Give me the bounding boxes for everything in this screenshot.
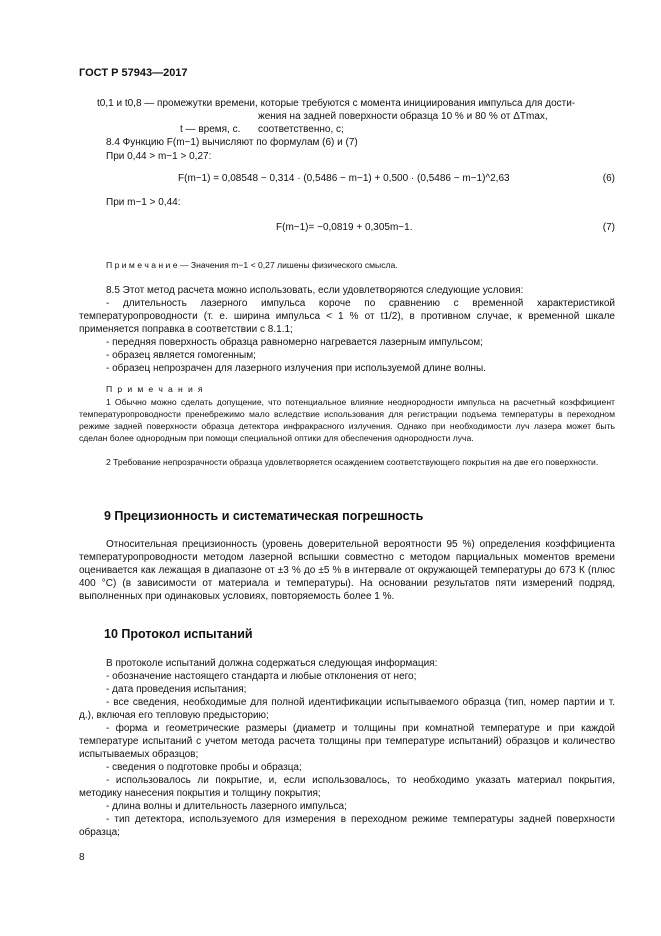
document-header: ГОСТ Р 57943—2017 bbox=[79, 67, 188, 79]
page-number: 8 bbox=[79, 852, 85, 863]
section-9-paragraph: Относительная прецизионность (уровень доверительной вероятности 95 %) определения коэффициента температуропроводности методом лазерной вспышки совместно с методом парциальных моментов времени оценивается как лежащая в диапазоне от ±3 % до ±5 % в интервале от окружающей температуры до 673 К (плюс 400 °С) (в зависимости от материала и температуры). На основании результатов пяти измерений подряд, выполненных при одинаковых условиях, повторяемость более 1 %. bbox=[79, 539, 615, 602]
report-item-1: - обозначение настоящего стандарта и любые отклонения от него; bbox=[106, 671, 417, 682]
note-1: 1 Обычно можно сделать допущение, что потенциальное влияние неоднородности импульса на расчетный коэффициент температуропроводности пренебрежимо мало вследствие использования для регистрации подъема температуры в переходном режиме задней поверхности образца детектора инфракрасного излучения. Однако при необходимости луч лазера может быть сделан более однородным при помощи специальной оптики для обеспечения однородности луча. bbox=[79, 397, 615, 443]
report-item-7: - длина волны и длительность лазерного импульса; bbox=[106, 801, 347, 812]
section-9-title: 9 Прецизионность и систематическая погрешность bbox=[104, 509, 424, 523]
definition-t01-t08 bbox=[97, 97, 615, 110]
condition-1: При 0,44 > m−1 > 0,27: bbox=[106, 151, 212, 162]
section-10-intro: В протоколе испытаний должна содержаться следующая информация: bbox=[106, 658, 438, 669]
formula-7-number: (7) bbox=[602, 222, 615, 233]
formula-6 bbox=[178, 172, 615, 186]
formula-6-expression: F(m−1) = 0,08548 − 0,314 · (0,5486 − m−1) + 0,500 · (0,5486 − m−1)^2,63 bbox=[178, 173, 510, 184]
section-8-5-intro: 8.5 Этот метод расчета можно использовать, если удовлетворяются следующие условия: bbox=[106, 285, 524, 296]
section-8-4-intro: 8.4 Функцию F(m−1) вычисляют по формулам (6) и (7) bbox=[106, 137, 358, 148]
report-item-4: - форма и геометрические размеры (диаметр и толщины при комнатной температуре и при каждой температуре испытаний с учетом метода расчета толщины при температуре испытаний) образцов и количество испытываемых образцов; bbox=[79, 723, 615, 760]
definition-t: t — время, с. bbox=[180, 124, 241, 135]
notes-title: П р и м е ч а н и я bbox=[106, 384, 204, 394]
definition-t01-line2: жения на задней поверхности образца 10 % и 80 % от ΔTmax, соответственно, с; bbox=[258, 111, 548, 135]
report-item-5: - сведения о подготовке пробы и образца; bbox=[106, 762, 302, 773]
formula-6-number: (6) bbox=[602, 173, 615, 184]
condition-2: При m−1 > 0,44: bbox=[106, 197, 181, 208]
report-item-2: - дата проведения испытания; bbox=[106, 684, 247, 695]
report-item-8: - тип детектора, используемого для измерения в переходном режиме температуры задней поверхности образца; bbox=[79, 814, 615, 838]
condition-list-item-2: - передняя поверхность образца равномерно нагревается лазерным импульсом; bbox=[106, 337, 483, 348]
report-item-3: - все сведения, необходимые для полной идентификации испытываемого образца (тип, номер партии и т. д.), включая его тепловую предысторию; bbox=[79, 697, 615, 721]
section-10-title: 10 Протокол испытаний bbox=[104, 627, 253, 641]
condition-list-item-4: - образец непрозрачен для лазерного излучения при используемой длине волны. bbox=[106, 363, 487, 374]
condition-list-item-3: - образец является гомогенным; bbox=[106, 350, 256, 361]
definition-t01-line1: t0,1 и t0,8 — промежутки времени, которые требуются с момента инициирования импульса для дости- bbox=[97, 98, 576, 109]
condition-list-item-1: - длительность лазерного импульса короче по сравнению с временной характеристикой температуропроводности (т. е. ширина импульса < 1 % от t1/2), в противном случае, к временной шкале применяется поправка в соответствии с 8.1.1; bbox=[79, 298, 615, 335]
formula-7 bbox=[178, 221, 615, 235]
formula-7-expression: F(m−1)= −0,0819 + 0,305m−1. bbox=[276, 222, 413, 233]
note-2: 2 Требование непрозрачности образца удовлетворяется осаждением соответствующего покрытия на две его поверхности. bbox=[106, 457, 599, 467]
note-m-value: П р и м е ч а н и е — Значения m−1 < 0,27 лишены физического смысла. bbox=[106, 260, 398, 270]
report-item-6: - использовалось ли покрытие, и, если использовалось, то необходимо указать материал покрытия, методику нанесения покрытия и толщину покрытия; bbox=[79, 775, 615, 799]
